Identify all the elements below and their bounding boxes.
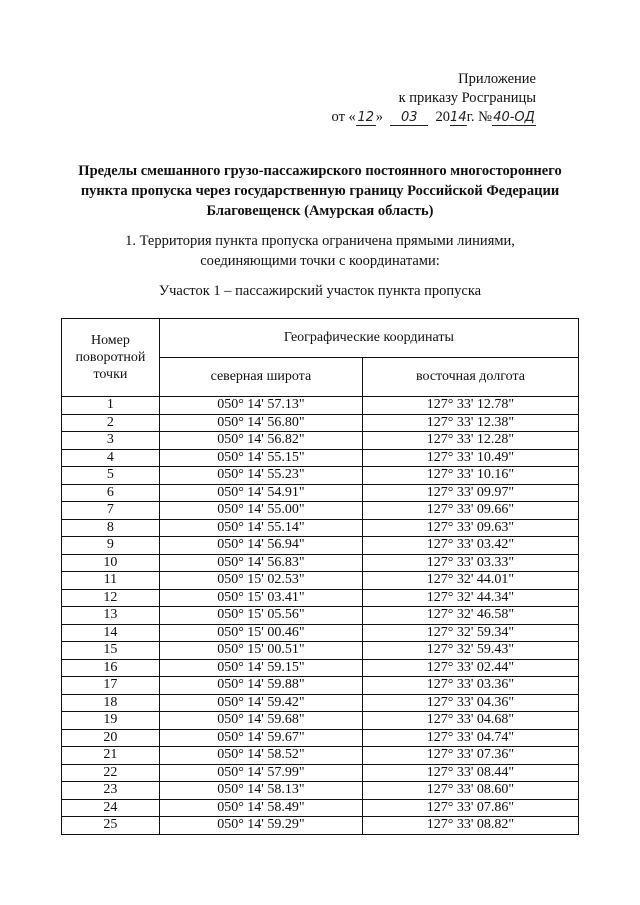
latitude-cell: 050° 14' 59.15" bbox=[159, 659, 362, 677]
point-number-cell: 23 bbox=[62, 782, 160, 800]
longitude-cell: 127° 33' 03.42" bbox=[362, 537, 578, 555]
longitude-cell: 127° 33' 07.36" bbox=[362, 747, 578, 765]
intro-paragraph bbox=[40, 231, 600, 271]
latitude-cell: 050° 14' 58.52" bbox=[159, 747, 362, 765]
longitude-cell: 127° 33' 12.38" bbox=[362, 414, 578, 432]
point-number-cell: 9 bbox=[62, 537, 160, 555]
table-row bbox=[62, 414, 579, 432]
table-row bbox=[62, 502, 579, 520]
title-line-1: Пределы смешанного грузо-пассажирского постоянного многостороннего bbox=[78, 163, 562, 179]
longitude-cell: 127° 32' 46.58" bbox=[362, 607, 578, 625]
latitude-cell: 050° 15' 02.53" bbox=[159, 572, 362, 590]
point-number-cell: 11 bbox=[62, 572, 160, 590]
longitude-cell: 127° 32' 44.34" bbox=[362, 589, 578, 607]
latitude-cell: 050° 14' 55.15" bbox=[159, 449, 362, 467]
longitude-cell: 127° 33' 07.86" bbox=[362, 799, 578, 817]
table-row bbox=[62, 799, 579, 817]
point-number-cell: 18 bbox=[62, 694, 160, 712]
table-row bbox=[62, 537, 579, 555]
table-row bbox=[62, 764, 579, 782]
latitude-cell: 050° 14' 56.80" bbox=[159, 414, 362, 432]
longitude-cell: 127° 33' 09.63" bbox=[362, 519, 578, 537]
latitude-cell: 050° 14' 54.91" bbox=[159, 484, 362, 502]
latitude-cell: 050° 14' 59.88" bbox=[159, 677, 362, 695]
point-number-cell: 4 bbox=[62, 449, 160, 467]
point-number-cell: 2 bbox=[62, 414, 160, 432]
table-row bbox=[62, 747, 579, 765]
coordinates-table bbox=[61, 318, 579, 835]
point-number-cell: 12 bbox=[62, 589, 160, 607]
longitude-cell: 127° 32' 44.01" bbox=[362, 572, 578, 590]
table-row bbox=[62, 607, 579, 625]
latitude-cell: 050° 14' 59.42" bbox=[159, 694, 362, 712]
latitude-cell: 050° 14' 56.83" bbox=[159, 554, 362, 572]
table-row bbox=[62, 519, 579, 537]
coordinates-table-body bbox=[62, 397, 579, 835]
order-from-prefix: от « bbox=[331, 109, 356, 125]
point-number-cell: 5 bbox=[62, 467, 160, 485]
table-row bbox=[62, 624, 579, 642]
table-row bbox=[62, 712, 579, 730]
point-number-cell: 22 bbox=[62, 764, 160, 782]
point-number-cell: 15 bbox=[62, 642, 160, 660]
latitude-cell: 050° 15' 00.46" bbox=[159, 624, 362, 642]
table-row bbox=[62, 677, 579, 695]
table-row bbox=[62, 659, 579, 677]
appendix-label: Приложение bbox=[458, 71, 536, 87]
longitude-cell: 127° 33' 09.66" bbox=[362, 502, 578, 520]
longitude-cell: 127° 33' 08.82" bbox=[362, 817, 578, 835]
latitude-cell: 050° 14' 57.13" bbox=[159, 397, 362, 415]
column-header-point-number: Номер поворотной точки bbox=[62, 319, 160, 397]
title-line-2: пункта пропуска через государственную границу Российской Федерации bbox=[80, 183, 560, 199]
handwritten-day: 12 bbox=[357, 110, 375, 125]
table-row bbox=[62, 589, 579, 607]
longitude-cell: 127° 33' 12.28" bbox=[362, 432, 578, 450]
longitude-cell: 127° 33' 09.97" bbox=[362, 484, 578, 502]
order-year-suffix: г. № bbox=[466, 109, 492, 125]
latitude-cell: 050° 14' 56.82" bbox=[159, 432, 362, 450]
handwritten-month: 03 bbox=[390, 111, 428, 126]
latitude-cell: 050° 14' 55.00" bbox=[159, 502, 362, 520]
point-number-cell: 3 bbox=[62, 432, 160, 450]
longitude-cell: 127° 33' 02.44" bbox=[362, 659, 578, 677]
longitude-cell: 127° 33' 03.36" bbox=[362, 677, 578, 695]
point-number-cell: 1 bbox=[62, 397, 160, 415]
latitude-cell: 050° 14' 59.68" bbox=[159, 712, 362, 730]
point-number-cell: 19 bbox=[62, 712, 160, 730]
point-number-cell: 14 bbox=[62, 624, 160, 642]
table-row bbox=[62, 729, 579, 747]
table-row bbox=[62, 572, 579, 590]
latitude-cell: 050° 15' 03.41" bbox=[159, 589, 362, 607]
latitude-cell: 050° 15' 05.56" bbox=[159, 607, 362, 625]
handwritten-year: 14 bbox=[450, 110, 467, 125]
longitude-cell: 127° 33' 10.49" bbox=[362, 449, 578, 467]
order-day-suffix: » bbox=[375, 109, 384, 125]
latitude-cell: 050° 14' 59.29" bbox=[159, 817, 362, 835]
longitude-cell: 127° 33' 04.36" bbox=[362, 694, 578, 712]
table-row bbox=[62, 694, 579, 712]
point-number-cell: 24 bbox=[62, 799, 160, 817]
order-date-number bbox=[332, 108, 536, 127]
longitude-cell: 127° 33' 12.78" bbox=[362, 397, 578, 415]
point-number-cell: 6 bbox=[62, 484, 160, 502]
handwritten-order-number: 40-ОД bbox=[493, 110, 535, 125]
column-header-longitude: восточная долгота bbox=[362, 358, 578, 397]
intro-line-1: 1. Территория пункта пропуска ограничена прямыми линиями, bbox=[125, 233, 515, 249]
section-heading: Участок 1 – пассажирский участок пункта пропуска bbox=[158, 283, 482, 299]
longitude-cell: 127° 33' 03.33" bbox=[362, 554, 578, 572]
column-header-geo-coordinates: Географические координаты bbox=[159, 319, 578, 358]
table-row bbox=[62, 642, 579, 660]
table-row bbox=[62, 782, 579, 800]
longitude-cell: 127° 33' 10.16" bbox=[362, 467, 578, 485]
table-row bbox=[62, 467, 579, 485]
latitude-cell: 050° 14' 58.13" bbox=[159, 782, 362, 800]
latitude-cell: 050° 14' 55.23" bbox=[159, 467, 362, 485]
longitude-cell: 127° 33' 04.68" bbox=[362, 712, 578, 730]
column-header-latitude: северная широта bbox=[159, 358, 362, 397]
point-number-cell: 25 bbox=[62, 817, 160, 835]
point-number-cell: 16 bbox=[62, 659, 160, 677]
intro-line-2: соединяющими точки с координатами: bbox=[200, 253, 440, 269]
latitude-cell: 050° 15' 00.51" bbox=[159, 642, 362, 660]
table-row bbox=[62, 432, 579, 450]
point-number-cell: 13 bbox=[62, 607, 160, 625]
point-number-cell: 20 bbox=[62, 729, 160, 747]
latitude-cell: 050° 14' 59.67" bbox=[159, 729, 362, 747]
table-row bbox=[62, 554, 579, 572]
order-reference: к приказу Росграницы bbox=[398, 90, 536, 106]
latitude-cell: 050° 14' 57.99" bbox=[159, 764, 362, 782]
latitude-cell: 050° 14' 55.14" bbox=[159, 519, 362, 537]
table-row bbox=[62, 449, 579, 467]
longitude-cell: 127° 33' 04.74" bbox=[362, 729, 578, 747]
title-line-3: Благовещенск (Амурская область) bbox=[206, 203, 434, 219]
table-row bbox=[62, 397, 579, 415]
table-row bbox=[62, 817, 579, 835]
point-number-cell: 10 bbox=[62, 554, 160, 572]
appendix-header bbox=[332, 70, 536, 127]
point-number-cell: 17 bbox=[62, 677, 160, 695]
longitude-cell: 127° 33' 08.44" bbox=[362, 764, 578, 782]
latitude-cell: 050° 14' 58.49" bbox=[159, 799, 362, 817]
point-number-cell: 21 bbox=[62, 747, 160, 765]
document-title bbox=[40, 161, 600, 221]
order-year-prefix: 20 bbox=[435, 109, 451, 125]
longitude-cell: 127° 32' 59.34" bbox=[362, 624, 578, 642]
table-row bbox=[62, 484, 579, 502]
longitude-cell: 127° 33' 08.60" bbox=[362, 782, 578, 800]
latitude-cell: 050° 14' 56.94" bbox=[159, 537, 362, 555]
point-number-cell: 8 bbox=[62, 519, 160, 537]
point-number-cell: 7 bbox=[62, 502, 160, 520]
longitude-cell: 127° 32' 59.43" bbox=[362, 642, 578, 660]
